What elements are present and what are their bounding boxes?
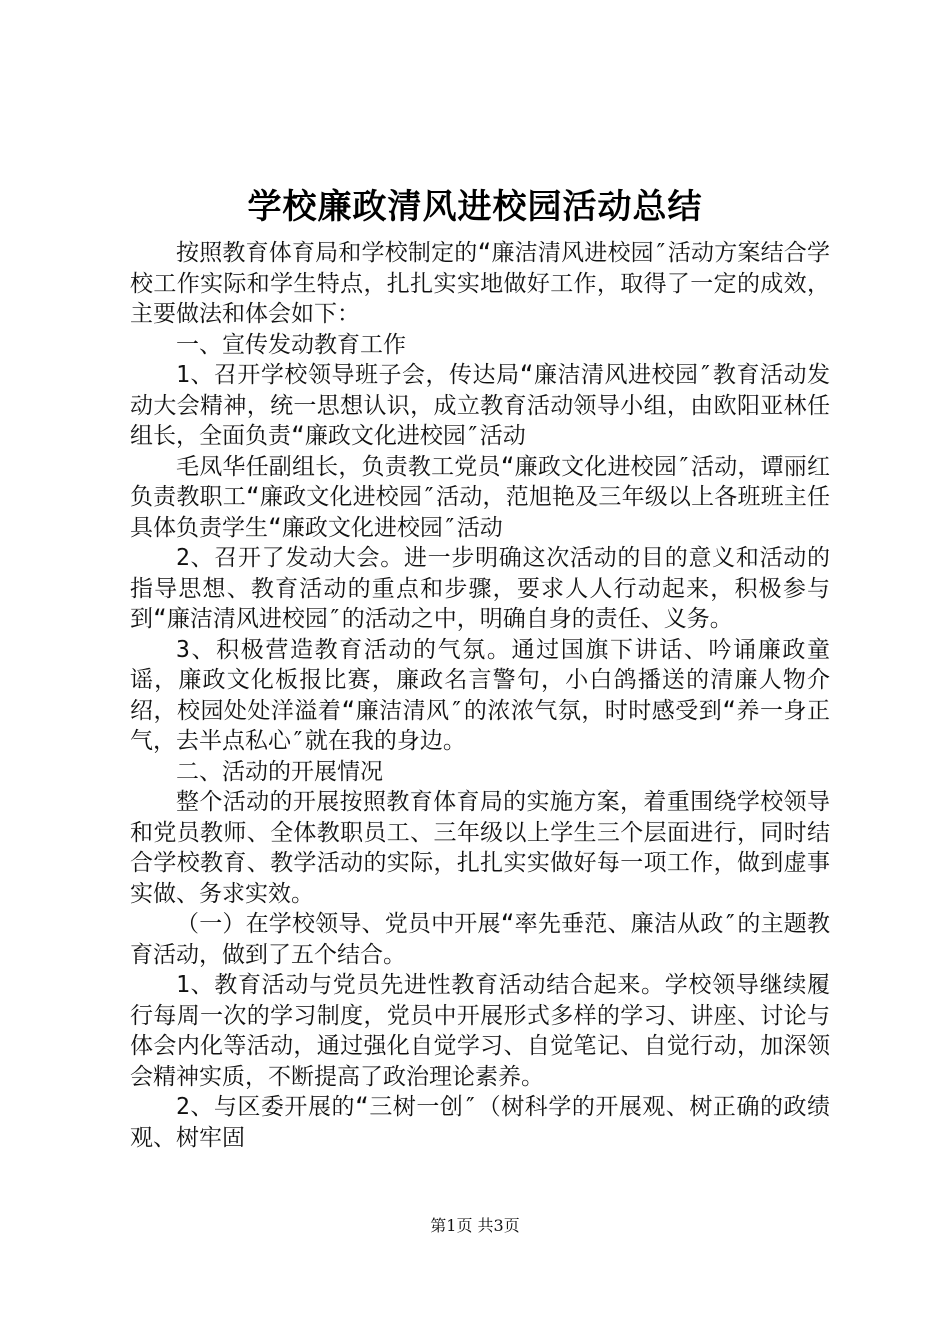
paragraph-item-3: 3、积极营造教育活动的气氛。通过国旗下讲话、吟诵廉政童谣，廉政文化板报比赛，廉政名言警句，小白鸽播送的清廉人物介绍，校园处处洋溢着“廉洁清风″的浓浓气氛，时时感受到“养一身正气，去半点私心″就在我的身边。 xyxy=(130,636,830,754)
paragraph-activities-overview: 整个活动的开展按照教育体育局的实施方案，着重围绕学校领导和党员教师、全体教职员工、三年级以上学生三个层面进行，同时结合学校教育、教学活动的实际，扎扎实实做好每一项工作，做到虚事实做、务求实效。 xyxy=(130,789,830,907)
paragraph-intro: 按照教育体育局和学校制定的“廉洁清风进校园″活动方案结合学校工作实际和学生特点，扎扎实实地做好工作，取得了一定的成效，主要做法和体会如下： xyxy=(130,240,830,327)
subsection-heading-leaders: （一）在学校领导、党员中开展“率先垂范、廉洁从政″的主题教育活动，做到了五个结合。 xyxy=(130,911,830,968)
section-heading-activities: 二、活动的开展情况 xyxy=(176,758,383,785)
document-title: 学校廉政清风进校园活动总结 xyxy=(247,187,703,227)
paragraph-item-2: 2、召开了发动大会。进一步明确这次活动的目的意义和活动的指导思想、教育活动的重点和步骤，要求人人行动起来，积极参与到“廉洁清风进校园″的活动之中，明确自身的责任、义务。 xyxy=(130,545,830,632)
page-footer: 第1页 共3页 xyxy=(430,1216,520,1235)
paragraph-combination-1: 1、教育活动与党员先进性教育活动结合起来。学校领导继续履行每周一次的学习制度，党员中开展形式多样的学习、讲座、讨论与体会内化等活动，通过强化自觉学习、自觉笔记、自觉行动，加深领会精神实质，不断提高了政治理论素养。 xyxy=(130,972,830,1090)
paragraph-combination-2: 2、与区委开展的“三树一创″（树科学的开展观、树正确的政绩观、树牢固 xyxy=(130,1094,830,1151)
section-heading-publicity: 一、宣传发动教育工作 xyxy=(176,331,406,358)
paragraph-item-1-continued: 毛凤华任副组长，负责教工党员“廉政文化进校园″活动，谭丽红负责教职工“廉政文化进校园″活动，范旭艳及三年级以上各班班主任具体负责学生“廉政文化进校园″活动 xyxy=(130,453,830,541)
paragraph-item-1: 1、召开学校领导班子会，传达局“廉洁清风进校园″教育活动发动大会精神，统一思想认识，成立教育活动领导小组，由欧阳亚林任组长，全面负责“廉政文化进校园″活动 xyxy=(130,362,830,449)
document-body xyxy=(130,238,830,1153)
